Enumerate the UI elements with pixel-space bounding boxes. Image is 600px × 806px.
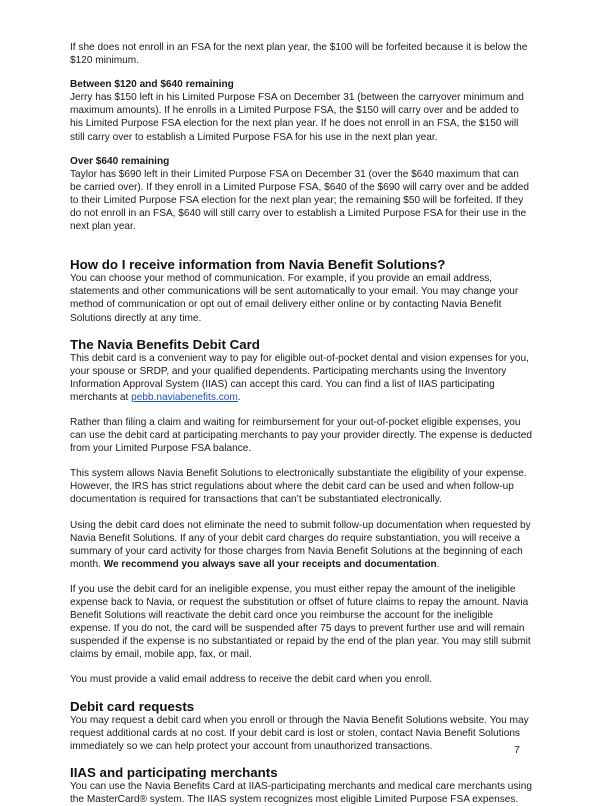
paragraph-receive-information: You can choose your method of communication. For example, if you provide an email address, statements and other communications will be sent automatically to your email. You may change your method of communication or opt out of email delivery either online or by contacting Navia Benefit Solutions directly at any time. — [70, 273, 519, 324]
paragraph-email-required: You must provide a valid email address to receive the debit card when you enroll. — [70, 674, 433, 686]
heading-iias-merchants: IIAS and participating merchants — [70, 764, 278, 780]
paragraph-debit-card-requests: You may request a debit card when you enroll or through the Navia Benefit Solutions website. You may request additional cards at no cost. If your debit card is lost or stolen, contact Navia Benefit Solutions immediately so we can help protect your account from unauthorized transactions. — [70, 714, 529, 752]
documentation-period: . — [436, 558, 440, 570]
heading-debit-card-requests: Debit card requests — [70, 698, 195, 714]
paragraph-debit-card-pay-directly: Rather than filing a claim and waiting for reimbursement for your out-of-pocket eligible expenses, you can use the debit card at participating merchants to pay your provider directly. The expense is deducted from your Limited Purpose FSA balance. — [70, 416, 532, 455]
documentation-text: Using the debit card does not eliminate the need to submit follow-up documentation when requested by Navia Benefit Solutions. If any of your debit card charges do require substantiation, you will receive a summary of your card activity for those charges from Navia Benefit Solutions at the beginning of each month. — [70, 519, 531, 570]
paragraph-ineligible-expense: If you use the debit card for an ineligible expense, you must either repay the amount of the ineligible expense back to Navia, or request the substitution or offset of future claims to repay the amount. Navia Benefit Solutions will reactivate the debit card once you reimburse the account for the ineligible expense. If you do not, the card will be suspended after 75 days to prevent further use and will remain suspended if the expense is no substantiated or repaid by the end of the plan year. You may still submit claims by email, mobile app, fax, or mail. — [70, 583, 531, 661]
paragraph-forfeit: If she does not enroll in an FSA for the next plan year, the $100 will be forfeited because it is below the $120 minimum. — [70, 42, 528, 67]
paragraph-debit-card-documentation — [70, 519, 532, 571]
paragraph-jerry: Jerry has $150 left in his Limited Purpose FSA on December 31 (between the carryover minimum and maximum amounts). If he enrolls in a Limited Purpose FSA, the $150 will carry over and be added to his Limited Purpose FSA election for the next plan year. If he does not enroll in an FSA, the $150 will still carry over to establish a Limited Purpose FSA for his use in the next plan year. — [70, 92, 524, 143]
paragraph-taylor: Taylor has $690 left in their Limited Purpose FSA on December 31 (over the $640 maximum that can be carried over). If they enroll in a Limited Purpose FSA, $640 of the $690 will carry over and be added to their Limited Purpose FSA election for the next plan year; the remaining $50 will be forfeited. If they do not enroll in an FSA, $640 will still carry over to establish a Limited Purpose FSA for their use in the next plan year. — [70, 168, 529, 233]
subheading-over: Over $640 remaining — [70, 155, 170, 167]
page-content — [70, 41, 532, 806]
paragraph-iias-merchants: You can use the Navia Benefits Card at IIAS-participating merchants and medical care merchants using the MasterCard® system. The IIAS system recognizes most eligible Limited Purpose FSA expenses. — [70, 780, 532, 805]
heading-debit-card: The Navia Benefits Debit Card — [70, 336, 260, 352]
debit-intro-text: This debit card is a convenient way to pay for eligible out-of-pocket dental and vision expenses for you, your spouse or SRDP, and your qualified dependents. Participating merchants using the Inventory Information Approval System (IIAS) can accept this card. You can find a list of IIAS participating merchants at — [70, 352, 529, 403]
paragraph-debit-card-intro — [70, 352, 532, 404]
heading-receive-information: How do I receive information from Navia Benefit Solutions? — [70, 257, 446, 273]
page-number: 7 — [514, 744, 520, 756]
debit-intro-period: . — [237, 391, 241, 403]
paragraph-debit-card-substantiation: This system allows Navia Benefit Solutions to electronically substantiate the eligibility of your expense. However, the IRS has strict regulations about where the debit card can be used and when follow-up documentation is required for transactions that can’t be substantiated electronically. — [70, 468, 527, 506]
navia-website-link[interactable]: pebb.naviabenefits.com — [131, 391, 238, 403]
subheading-between: Between $120 and $640 remaining — [70, 79, 234, 91]
receipts-recommendation: We recommend you always save all your receipts and documentation — [103, 558, 437, 570]
